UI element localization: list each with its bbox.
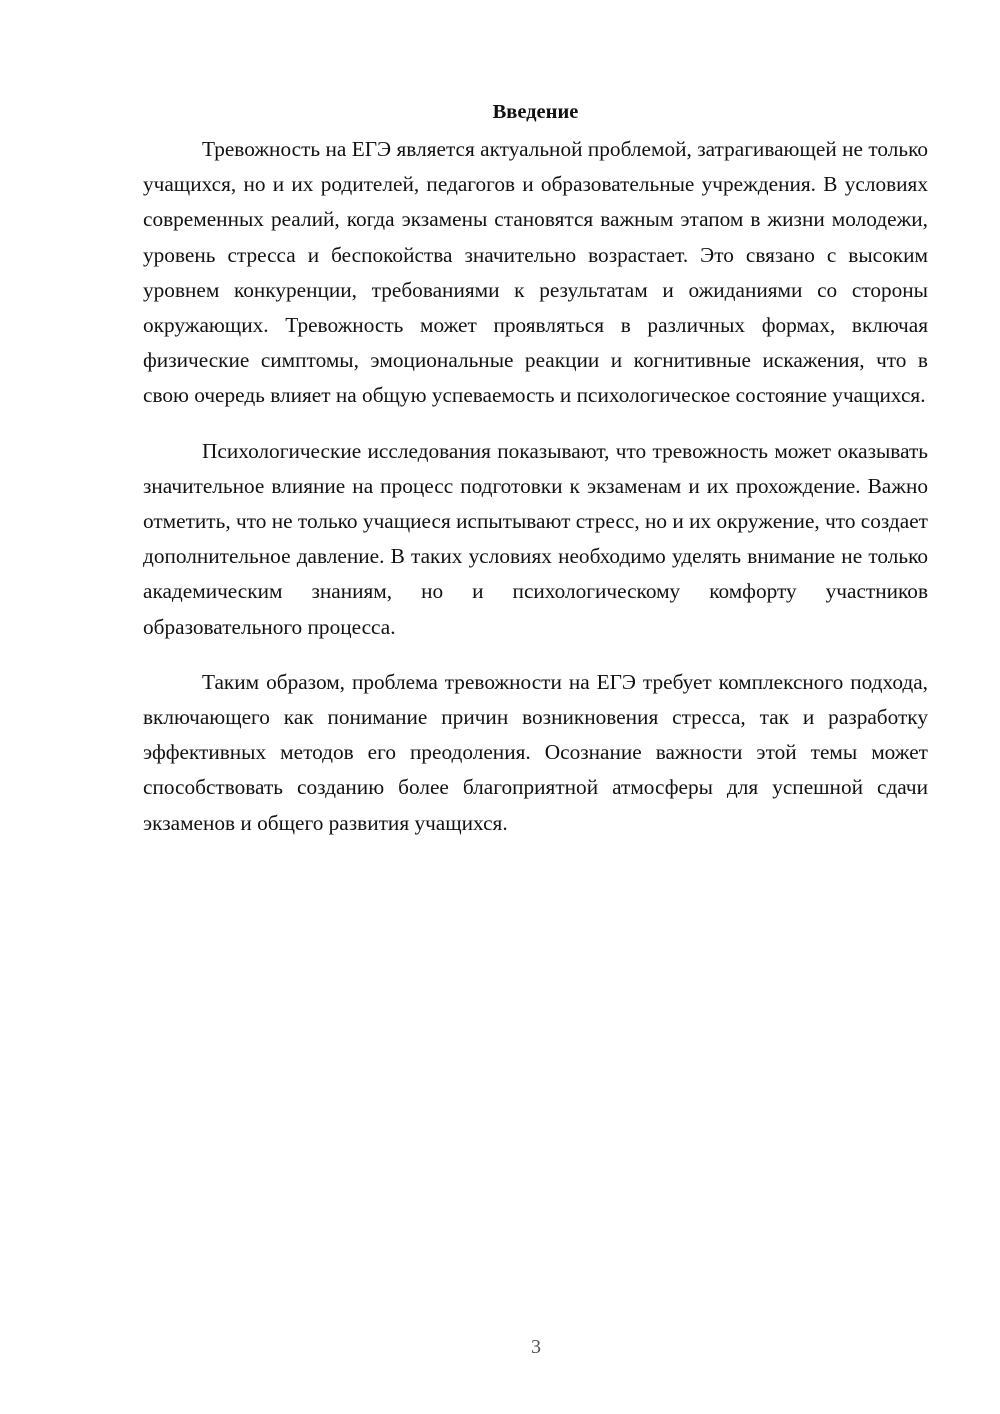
paragraph-1: Тревожность на ЕГЭ является актуальной проблемой, затрагивающей не только учащихся, но и их родителей, педагогов и образовательные учреждения. В условиях современных реалий, когда экзамены становятся важным этапом в жизни молодежи, уровень стресса и беспокойства значительно возрастает. Это связано с высоким уровнем конкуренции, требованиями к результатам и ожиданиями со стороны окружающих. Тревожность может проявляться в различных формах, включая физические симптомы, эмоциональные реакции и когнитивные искажения, что в свою очередь влияет на общую успеваемость и психологическое состояние учащихся. <box>143 137 928 408</box>
paragraph-3: Таким образом, проблема тревожности на ЕГЭ требует комплексного подхода, включающего как понимание причин возникновения стресса, так и разработку эффективных методов его преодоления. Осознание важности этой темы может способствовать созданию более благоприятной атмосферы для успешной сдачи экзаменов и общего развития учащихся. <box>143 669 928 835</box>
page-number: 3 <box>531 1336 541 1358</box>
paragraph-2: Психологические исследования показывают, что тревожность может оказывать значительное влияние на процесс подготовки к экзаменам и их прохождение. Важно отметить, что не только учащиеся испытывают стресс, но и их окружение, что создает дополнительное давление. В таких условиях необходимо уделять внимание не только академическим знаниям, но и психологическому комфорту участников образовательного процесса. <box>143 438 928 639</box>
section-heading: Введение <box>492 101 579 123</box>
page-content <box>143 98 928 861</box>
